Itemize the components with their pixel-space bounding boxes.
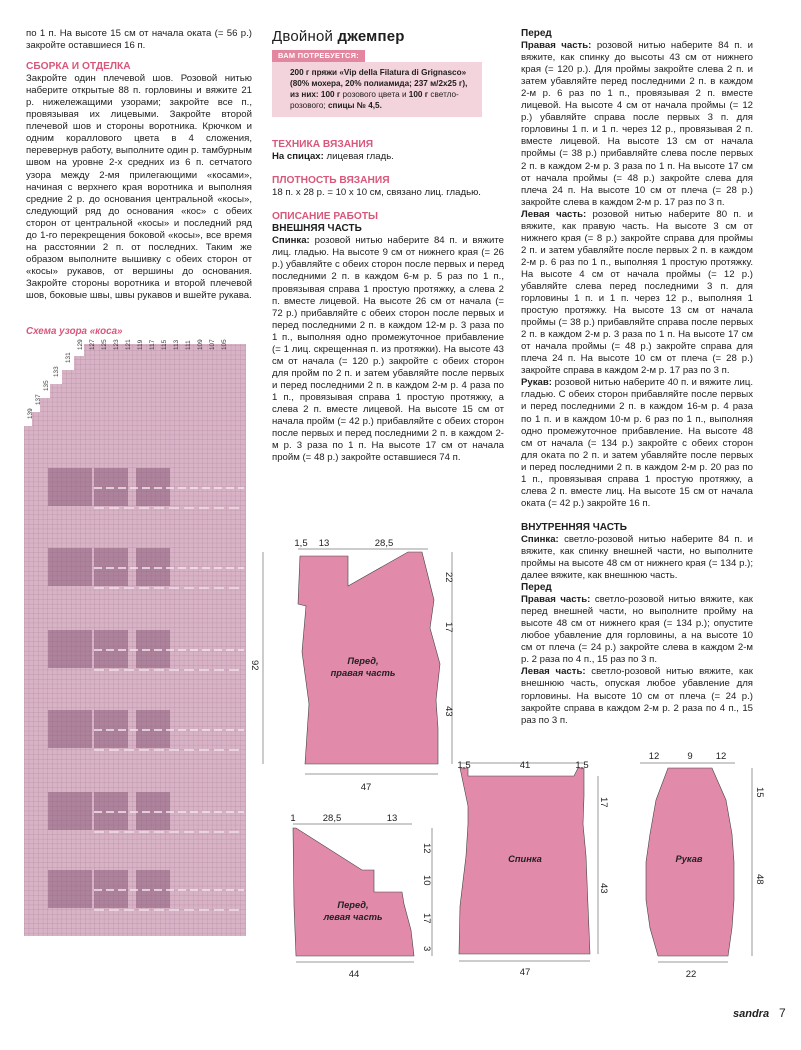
front-left-label: Левая часть: <box>521 208 587 220</box>
front-right-label-1: Перед, <box>347 656 379 666</box>
materials-color-1: розового цвета и <box>340 90 409 100</box>
front-right-dim-bottom: 47 <box>360 782 372 793</box>
chart-row-label: 107 <box>209 339 216 350</box>
title-bold: джемпер <box>337 28 405 45</box>
column-middle <box>272 28 504 464</box>
front-right-dim-total: 92 <box>249 660 260 671</box>
sleeve-dim-top-1: 12 <box>648 751 660 762</box>
front-left-dim-side-4: 3 <box>421 946 432 952</box>
schematic-back <box>457 760 609 978</box>
chart-row-label: 113 <box>173 339 180 350</box>
front-left-dim-side-1: 12 <box>421 843 432 854</box>
front-right-dim-side-2: 17 <box>443 622 454 633</box>
front-right-dim-side-3: 43 <box>443 706 454 717</box>
front-left-dim-top-1: 1 <box>290 813 296 824</box>
cable-block <box>48 710 92 748</box>
page-number: 7 <box>779 1006 786 1020</box>
front-left-label-2: левая часть <box>323 912 383 922</box>
cable-block <box>136 710 170 748</box>
chart-row-label: 105 <box>221 339 228 350</box>
front-left-dim-top-2: 28,5 <box>322 813 342 824</box>
materials-needles: спицы № 4,5. <box>327 101 382 111</box>
gauge-heading: ПЛОТНОСТЬ ВЯЗАНИЯ <box>272 175 390 187</box>
cable-block <box>48 870 92 908</box>
materials-amount-2: 100 г <box>408 90 429 100</box>
front-right-paragraph <box>521 40 753 209</box>
chart-row-label: 129 <box>77 339 84 350</box>
inner-right-text: светло-розовой нитью вяжите, как перед внешней части, но выполните пройму на высоте 48 см от нижнего края (= 134 р.); опустите любое убавление для горловины, а на высоте 10 см от плеча (= 24 р.) закройте слева в каждом 2-м р. 2 раза по 4 п., 15 раз по 3 п. <box>521 594 753 666</box>
cable-block <box>48 468 92 506</box>
chart-row-label: 117 <box>149 339 156 350</box>
chart-row-label: 115 <box>161 339 168 350</box>
sleeve-end-paragraph: по 1 п. На высоте 15 см от начала оката (= 56 р.) закройте оставшиеся 16 п. <box>26 28 252 52</box>
cable-block <box>94 870 128 908</box>
materials-body <box>272 62 482 117</box>
chart-row-label: 121 <box>125 339 132 350</box>
inner-front-heading: Перед <box>521 582 552 594</box>
sleeve-dim-side-1: 15 <box>754 787 765 798</box>
chart-row-label: 127 <box>89 339 96 350</box>
technique-label: На спицах: <box>272 151 324 163</box>
front-right-text: розовой нитью наберите 84 п. и вяжите, как спинку до высоты 43 см от нижнего края (= 120 р.). Для проймы закройте слева 2 п. и затем убавляйте перед последними 2 п. в каждом 2-м р. 6 раз по 1 п., провязывая 2 п. вместе лицевой. На высоте 4 см от начала проймы (= 12 р.) убавляйте справа после первых 3 п. для горловины 1 п. и 1 п. через 12 р., провязывая 2 п. вместе лицевой. На высоте 13 см от начала проймы (= 38 р.) прибавляйте слева после первых 2 п. в каждом 2-м р. 3 раза по 1 п. На высоте 17 см от начала проймы (= 48 р.) закройте слева для плеча 24 п. На высоте 10 см от плеча (= 28 р.) закройте слева в каждом 2-м р. 17 раз по 3 п. <box>521 40 753 208</box>
front-left-paragraph <box>521 209 753 378</box>
magazine-brand: sandra <box>733 1008 770 1020</box>
technique-paragraph <box>272 151 504 163</box>
assembly-heading: СБОРКА И ОТДЕЛКА <box>26 61 131 73</box>
sleeve-dim-bottom: 22 <box>685 969 697 980</box>
outer-part-heading: ВНЕШНЯЯ ЧАСТЬ <box>272 223 362 235</box>
cable-block <box>94 792 128 830</box>
schematic-sleeve <box>640 751 765 980</box>
cable-block <box>48 792 92 830</box>
schematic-front-right <box>249 538 454 793</box>
outer-back-text: розовой нитью наберите 84 п. и вяжите лиц. гладью. На высоте 9 см от нижнего края (= 26 р.) убавляйте с обеих сторон после первых и перед последними 2 п. в каждом 6-м р. 5 раз по 1 п., провязывая справа 1 простую протяжку, а слева 2 п. вместе лицевой. На высоте 26 см от начала (= 72 р.) прибавляйте с обеих сторон после первых и перед последними 2 п. в каждом 12-м р. 3 раза по 1 п., выполняя одно промежуточное прибавление (= 1 лиц. скрещенная п. из протяжки). На высоте 43 см от начала (= 120 р.) закройте с обеих сторон для пройм по 2 п. и затем убавляйте после первых и перед последними 2 п. в каждом 2-м р. 4 раза по 1 п., провязывая справа 1 простую протяжку, а слева 2 п. вместе лицевой. На высоте 15 см от начала пройм (= 42 р.) прибавляйте с обеих сторон после первых и перед последними 2 п. в каждом 2-м р. 3 раза по 1 п. На высоте 17 см от начала пройм (= 48 р.) закройте оставшиеся 74 п. <box>272 235 504 464</box>
cable-block <box>94 710 128 748</box>
chart-row-label: 111 <box>185 340 192 350</box>
front-right-label-2: правая часть <box>330 668 396 678</box>
cable-block <box>48 548 92 586</box>
cable-block <box>48 630 92 668</box>
sleeve-dim-side-2: 48 <box>754 874 765 885</box>
cable-block <box>94 548 128 586</box>
back-dim-top-3: 1,5 <box>575 760 589 771</box>
pattern-schematics <box>249 538 792 995</box>
front-left-dim-bottom: 44 <box>348 969 360 980</box>
front-right-label: Правая часть: <box>521 40 592 52</box>
back-label: Спинка <box>508 854 542 864</box>
cable-block <box>136 792 170 830</box>
title-light: Двойной <box>272 28 334 45</box>
work-heading: ОПИСАНИЕ РАБОТЫ <box>272 211 379 223</box>
back-dim-side-1: 17 <box>598 797 609 808</box>
materials-amount-1: 100 г <box>320 90 341 100</box>
cable-block <box>136 548 170 586</box>
cable-block <box>136 870 170 908</box>
inner-back-text: светло-розовой нитью наберите 84 п. и вяжите, как спинку внешней части, но выполните проймы на высоте 48 см от нижнего края (= 134 р.); далее вяжите, как внешнюю часть. <box>521 533 753 582</box>
chart-row-label: 137 <box>35 394 42 405</box>
back-dim-top-1: 1,5 <box>457 760 471 771</box>
chart-row-label: 133 <box>53 366 60 377</box>
inner-part-heading: ВНУТРЕННЯЯ ЧАСТЬ <box>521 521 627 533</box>
technique-text: лицевая гладь. <box>323 151 394 163</box>
materials-color-2: светло-розового; <box>290 90 459 111</box>
back-dim-bottom: 47 <box>519 967 531 978</box>
back-dim-top-2: 41 <box>519 760 531 771</box>
cable-block <box>136 468 170 506</box>
cable-pattern-chart <box>24 336 250 946</box>
cable-block <box>136 630 170 668</box>
chart-row-label: 123 <box>113 339 120 350</box>
chart-row-label: 131 <box>65 352 72 363</box>
chart-row-label: 109 <box>197 339 204 350</box>
sleeve-text: розовой нитью наберите 40 п. и вяжите лиц. гладью. С обеих сторон прибавляйте после первых и перед последними 2 п. в каждом 16-м р. 4 раза по 1 п. и в каждом 10-м р. 6 раз по 1 п., выполняя одно промежуточное прибавление. На высоте 48 см от начала (= 134 р.) закройте с обеих сторон для оката по 2 п. и затем убавляйте после первых и перед последними 2 п. в каждом 2-м р. 20 раз по 1 п., провязывая справа 1 простую протяжку, а слева 2 п. вместе лиц. На высоте 15 см от начала оката (= 42 р.) закройте 16 п. <box>521 377 753 509</box>
materials-yarn-line: 200 г пряжи «Vip della Filatura di Grignasco» (80% мохера, 20% полиамида; 237 м/2х25 г), из них: <box>290 68 468 100</box>
chart-row-label: 119 <box>137 339 144 350</box>
sleeve-dim-top-2: 9 <box>687 751 693 762</box>
chart-row-label: 135 <box>43 380 50 391</box>
cable-block <box>94 630 128 668</box>
front-left-dim-top-3: 13 <box>386 813 398 824</box>
front-right-dim-top-1: 1,5 <box>294 538 308 549</box>
front-left-dim-side-3: 17 <box>421 913 432 924</box>
sleeve-dim-top-3: 12 <box>715 751 727 762</box>
inner-left-label: Левая часть: <box>521 666 586 678</box>
cable-block <box>94 468 128 506</box>
chart-title: Схема узора «коса» <box>26 326 123 337</box>
sleeve-label: Рукав: <box>521 377 552 389</box>
technique-heading: ТЕХНИКА ВЯЗАНИЯ <box>272 139 374 151</box>
front-right-dim-side-1: 22 <box>443 572 454 583</box>
sleeve-paragraph <box>521 377 753 510</box>
assembly-paragraph: Закройте один плечевой шов. Розовой нитью наберите открытые 88 п. горловины и вяжите 21 р. нижележащими узорами; закройте все п., провязывая их лицевыми. Закройте второй плечевой шов и стороны воротника. Крючком и одним кораллового цвета в 4 сложения, перевернув работу, выполните один р. тамбурным швом на уровне 2-х средних из 6 п. сетчатого узора между 2-мя прилегающими «косами», начиная с верхнего края воротника и выполняя средние 2 р. до основания центральной «косы», следующий ряд до основания «кос» с обеих сторон от центральной «косы» и последний ряд до 1-го перекрещения боковой «косы», все время на расстоянии 2 п. от последних. Таким же образом выполните вышивку с обеих сторон от «косы» рукавов, от вершины до основания. Закройте стороны воротника и второй плечевой шов, боковые швы, швы рукавов и вшейте рукава. <box>26 73 252 301</box>
front-left-dim-side-2: 10 <box>421 875 432 886</box>
chart-row-label: 139 <box>27 408 34 419</box>
front-left-label-1: Перед, <box>337 900 369 910</box>
back-dim-side-2: 43 <box>598 883 609 894</box>
front-left-text: розовой нитью наберите 80 п. и вяжите, как правую часть. На высоте 3 см от нижнего края (= 8 р.) закройте справа для проймы 2 п. и затем убавляйте после первых 2 п. в каждом 2-м р. 6 раз по 1 п., выполняя 1 простую протяжку. На высоте 4 см от начала проймы (= 12 р.) убавляйте слева перед последними 3 п. для горловины 1 п. и 1 п. через 12 р., выполняя 1 простую протяжку. На высоте 13 см от начала проймы (= 38 р.) прибавляйте справа после первых 2 п. в каждом 2-м р. 3 раза по 1 п. На высоте 17 см от начала проймы (= 48 р.) закройте справа для плеча 24 п. На высоте 10 см от плеча (= 28 р.) закройте справа в каждом 2-м р. 17 раз по 3 п. <box>521 208 753 377</box>
outer-back-paragraph <box>272 235 504 464</box>
front-right-dim-top-2: 13 <box>318 538 330 549</box>
chart-grid <box>24 336 250 946</box>
inner-right-label: Правая часть: <box>521 594 591 606</box>
front-heading: Перед <box>521 28 552 39</box>
column-left <box>26 28 252 302</box>
inner-left-text: светло-розовой нитью вяжите, как внешнюю часть, опуская любое убавление для горловины. На высоте 10 см от плеча (= 24 р.) закройте справа в каждом 2-м р. 2 раза по 4 п., 15 раз по 3 п. <box>521 666 753 726</box>
materials-band: ВАМ ПОТРЕБУЕТСЯ: <box>272 50 365 62</box>
inner-back-label: Спинка: <box>521 533 559 545</box>
sleeve-label: Рукав <box>675 854 703 864</box>
front-right-dim-top-3: 28,5 <box>374 538 394 549</box>
materials-box <box>272 50 482 117</box>
chart-row-label: 125 <box>101 339 108 350</box>
gauge-paragraph: 18 п. х 28 р. = 10 х 10 см, связано лиц. гладью. <box>272 187 481 199</box>
outer-back-label: Спинка: <box>272 235 310 247</box>
schematic-front-left <box>290 813 432 980</box>
pattern-title <box>272 28 504 45</box>
